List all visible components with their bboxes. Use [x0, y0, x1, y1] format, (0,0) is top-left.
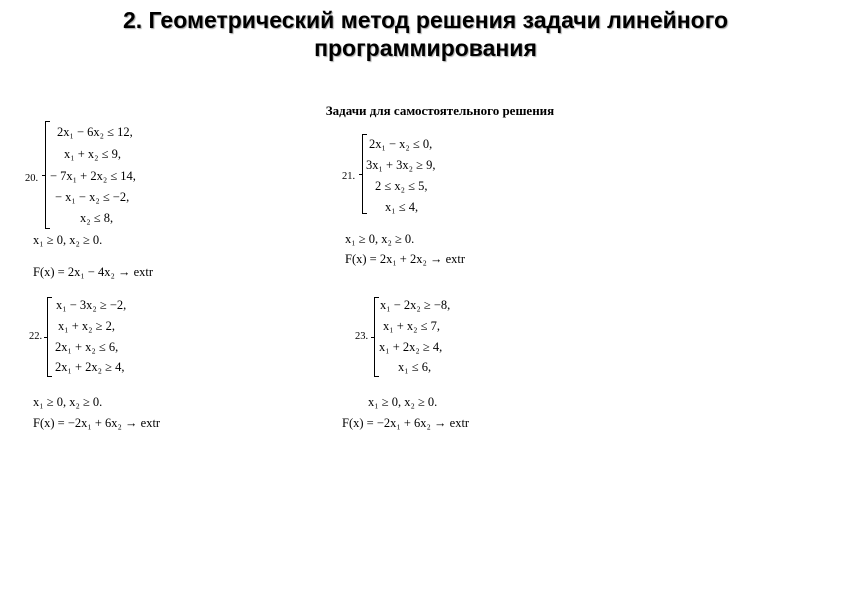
constraint-line: x₁ ≤ 4, — [385, 200, 419, 214]
nonneg-constraints: x₁ ≥ 0, x₂ ≥ 0. — [33, 233, 103, 247]
system-brace — [374, 297, 375, 377]
objective-function: F(x) = 2x₁ + 2x₂ → extr — [345, 252, 466, 266]
constraint-line: x₂ ≤ 8, — [80, 211, 114, 225]
objective-function: F(x) = −2x₁ + 6x₂ → extr — [342, 416, 470, 430]
nonneg-constraints: x₁ ≥ 0, x₂ ≥ 0. — [33, 395, 103, 409]
nonneg-constraints: x₁ ≥ 0, x₂ ≥ 0. — [368, 395, 438, 409]
problem-number: 22. — [29, 331, 43, 342]
objective-function: F(x) = −2x₁ + 6x₂ → extr — [33, 416, 161, 430]
constraint-line: 2x₁ + x₂ ≤ 6, — [55, 340, 119, 354]
constraint-line: − x₁ − x₂ ≤ −2, — [55, 190, 130, 204]
constraint-line: x₁ + 2x₂ ≥ 4, — [379, 340, 443, 354]
constraint-line: 2x₁ + 2x₂ ≥ 4, — [55, 360, 125, 374]
constraint-line: x₁ ≤ 6, — [398, 360, 432, 374]
constraint-line: x₁ − 2x₂ ≥ −8, — [380, 298, 451, 312]
constraint-line: x₁ + x₂ ≤ 9, — [64, 147, 122, 161]
slide-title — [0, 6, 851, 62]
problem-number: 21. — [342, 171, 356, 182]
constraint-line: x₁ + x₂ ≤ 7, — [383, 319, 441, 333]
constraint-line: x₁ + x₂ ≥ 2, — [58, 319, 116, 333]
constraint-line: 2x₁ − 6x₂ ≤ 12, — [57, 125, 133, 139]
slide-title-line-2: программирования — [314, 35, 537, 61]
constraint-line: 3x₁ + 3x₂ ≥ 9, — [366, 158, 436, 172]
constraint-line: 2x₁ − x₂ ≤ 0, — [369, 137, 433, 151]
nonneg-constraints: x₁ ≥ 0, x₂ ≥ 0. — [345, 232, 415, 246]
slide-title-line-1: 2. Геометрический метод решения задачи линейного — [122, 7, 729, 33]
system-brace — [45, 121, 46, 229]
system-brace — [47, 297, 48, 377]
constraint-line: x₁ − 3x₂ ≥ −2, — [56, 298, 127, 312]
system-brace — [362, 134, 363, 214]
problem-number: 23. — [355, 331, 369, 342]
problem-number: 20. — [25, 173, 39, 184]
constraint-line: 2 ≤ x₂ ≤ 5, — [375, 179, 428, 193]
exercises-subtitle: Задачи для самостоятельного решения — [325, 103, 555, 118]
objective-function: F(x) = 2x₁ − 4x₂ → extr — [33, 265, 154, 279]
constraint-line: − 7x₁ + 2x₂ ≤ 14, — [50, 169, 136, 183]
